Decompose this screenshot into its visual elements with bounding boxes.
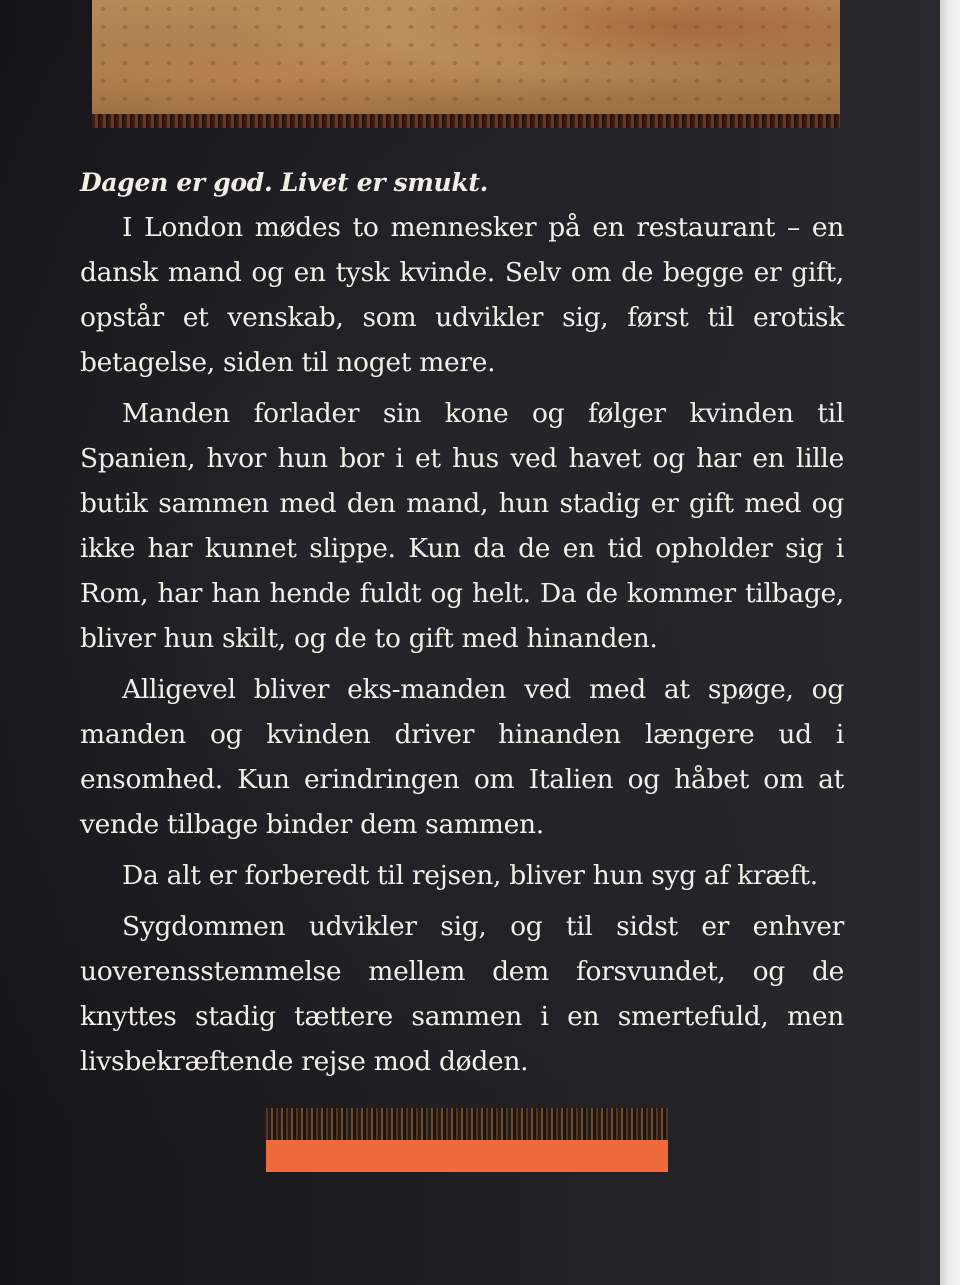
blurb-text [80,160,844,1090]
blurb-paragraph-1: I London mødes to mennesker på en restaurant – en dansk mand og en tysk kvinde. Selv om de begge er gift, opstår et venskab, som udvikler sig, først til erotisk betagelse, siden til noget mere. [80,212,844,378]
blurb-paragraph-5: Sygdommen udvikler sig, og til sidst er enhver uoverensstemmelse mellem dem forsvundet, og de knyttes stadig tættere sammen i en smertefuld, men livsbekræftende rejse mod døden. [80,911,844,1077]
accent-bar [266,1140,668,1172]
blurb-heading: Dagen er god. Livet er smukt. [80,168,489,197]
blurb-paragraph-4: Da alt er forberedt til rejsen, bliver hun syg af kræft. [122,860,818,891]
artwork-fringe [92,114,840,128]
cover-artwork [92,0,840,128]
artwork-texture [92,0,840,128]
blurb-paragraph-2: Manden forlader sin kone og følger kvinden til Spanien, hvor hun bor i et hus ved havet og har en lille butik sammen med den mand, hun stadig er gift med og ikke har kunnet slippe. Kun da de en tid opholder sig i Rom, har han hende fuldt og helt. Da de kommer tilbage, bliver hun skilt, og de to gift med hinanden. [80,398,844,654]
page-edge [940,0,960,1285]
decorative-band [266,1108,668,1172]
decorative-pattern [266,1108,668,1140]
blurb-paragraph-3: Alligevel bliver eks-manden ved med at spøge, og manden og kvinden driver hinanden længere ud i ensomhed. Kun erindringen om Italien og håbet om at vende tilbage binder dem sammen. [80,674,844,840]
